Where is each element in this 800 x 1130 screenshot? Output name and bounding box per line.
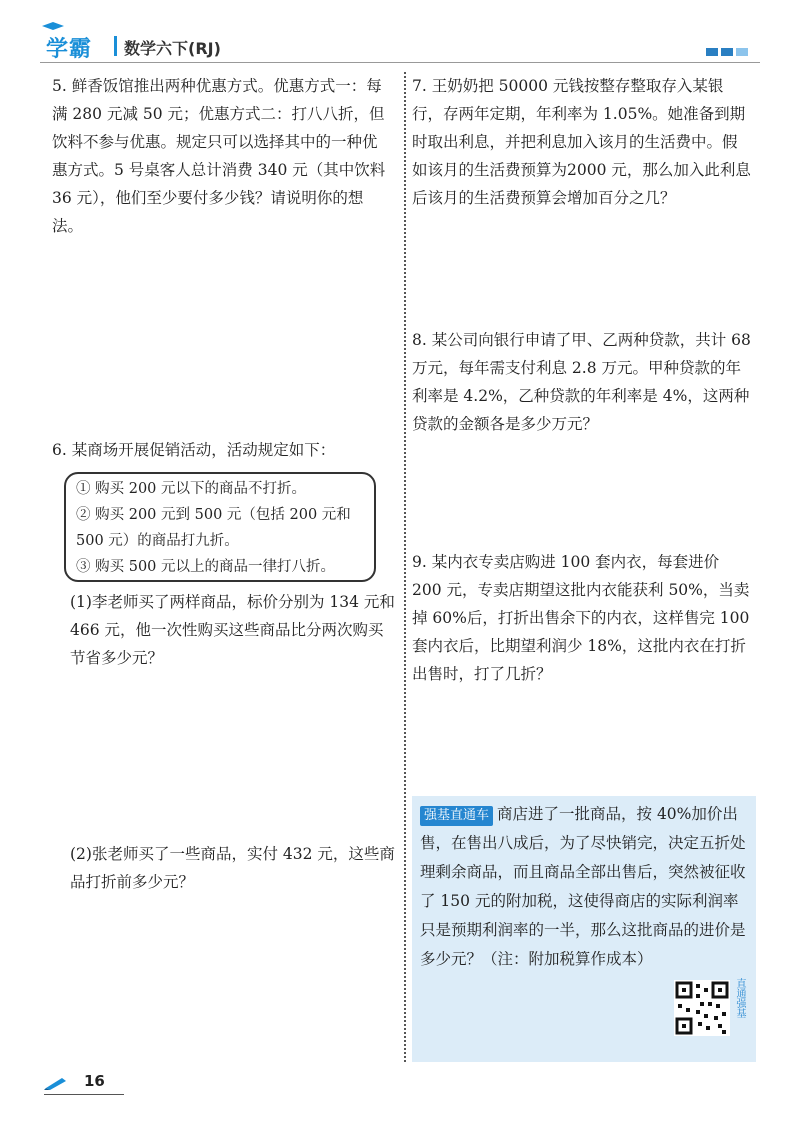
rule-item: ② 购买 200 元到 500 元（包括 200 元和 500 元）的商品打九折。 <box>76 507 351 549</box>
question-6 <box>52 436 392 464</box>
question-9 <box>412 548 752 688</box>
question-5 <box>52 72 392 240</box>
question-number: 9. <box>412 553 427 571</box>
challenge-text: 商店进了一批商品，按 40%加价出售，在售出八成后，为了尽快销完，决定五折处理剩余商品，而且商品全部出售后，突然被征收了 150 元的附加税，这使得商店的实际利润率只是预期利润率的一半，那么这批商品的进价是多少元？（注：附加税算作成本） <box>420 805 746 968</box>
logo-text: 学霸 <box>46 37 93 62</box>
rule-item: ① 购买 200 元以下的商品不打折。 <box>76 481 307 497</box>
header-separator <box>114 36 117 56</box>
qr-label: 直通强基 <box>734 978 745 1018</box>
header-decoration <box>706 48 748 56</box>
header-rule <box>40 62 760 63</box>
footer-rule <box>44 1094 124 1095</box>
question-6-part-2: (2)张老师买了一些商品，实付 432 元，这些商品打折前多少元？ <box>70 845 395 891</box>
challenge-text-block <box>420 800 752 974</box>
question-number: 6. <box>52 441 67 459</box>
rule-item: ③ 购买 500 元以上的商品一律打八折。 <box>76 559 336 575</box>
question-number: 8. <box>412 331 427 349</box>
promotion-rules-box <box>64 472 376 582</box>
column-divider <box>404 72 406 1062</box>
question-text: 某公司向银行申请了甲、乙两种贷款，共计 68 万元，每年需支付利息 2.8 万元。甲种贷款的年利率是 4.2%，乙种贷款的年利率是 4%，这两种贷款的金额各是多少万元？ <box>412 331 751 433</box>
question-6-part-1: (1)李老师买了两样商品，标价分别为 134 元和 466 元，他一次性购买这些商品比分两次购买节省多少元？ <box>70 593 395 667</box>
question-7 <box>412 72 752 212</box>
question-text: 王奶奶把 50000 元钱按整存整取存入某银行，存两年定期，年利率为 1.05%。她准备到期时取出利息，并把利息加入该月的生活费中。假如该月的生活费预算为2000 元，那么加入此利息后该月的生活费预算会增加百分之几？ <box>412 77 751 207</box>
question-number: 7. <box>412 77 427 95</box>
logo <box>46 32 92 63</box>
book-title: 数学六下(RJ) <box>124 39 221 58</box>
challenge-panel <box>412 796 756 1062</box>
qr-code-icon[interactable] <box>674 980 730 1036</box>
question-text: 某商场开展促销活动，活动规定如下： <box>71 441 336 459</box>
question-8 <box>412 326 752 438</box>
question-text: 某内衣专卖店购进 100 套内衣，每套进价 200 元，专卖店期望这批内衣能获利 50%，当卖掉 60%后，打折出售余下的内衣，这样售完 100 套内衣后，比期望利润少 18%，这批内衣在打折出售时，打了几折？ <box>412 553 750 683</box>
graduation-cap-icon <box>42 22 64 32</box>
page-number: 16 <box>84 1072 105 1090</box>
page-header <box>0 0 800 70</box>
question-text: 鲜香饭馆推出两种优惠方式。优惠方式一：每满 280 元减 50 元；优惠方式二：打八八折，但饮料不参与优惠。规定只可以选择其中的一种优惠方式。5 号桌客人总计消费 340 元（其中饮料 36 元），他们至少要付多少钱？请说明你的想法。 <box>52 77 386 235</box>
question-number: 5. <box>52 77 67 95</box>
challenge-badge: 强基直通车 <box>420 806 493 826</box>
pen-icon <box>44 1076 68 1090</box>
